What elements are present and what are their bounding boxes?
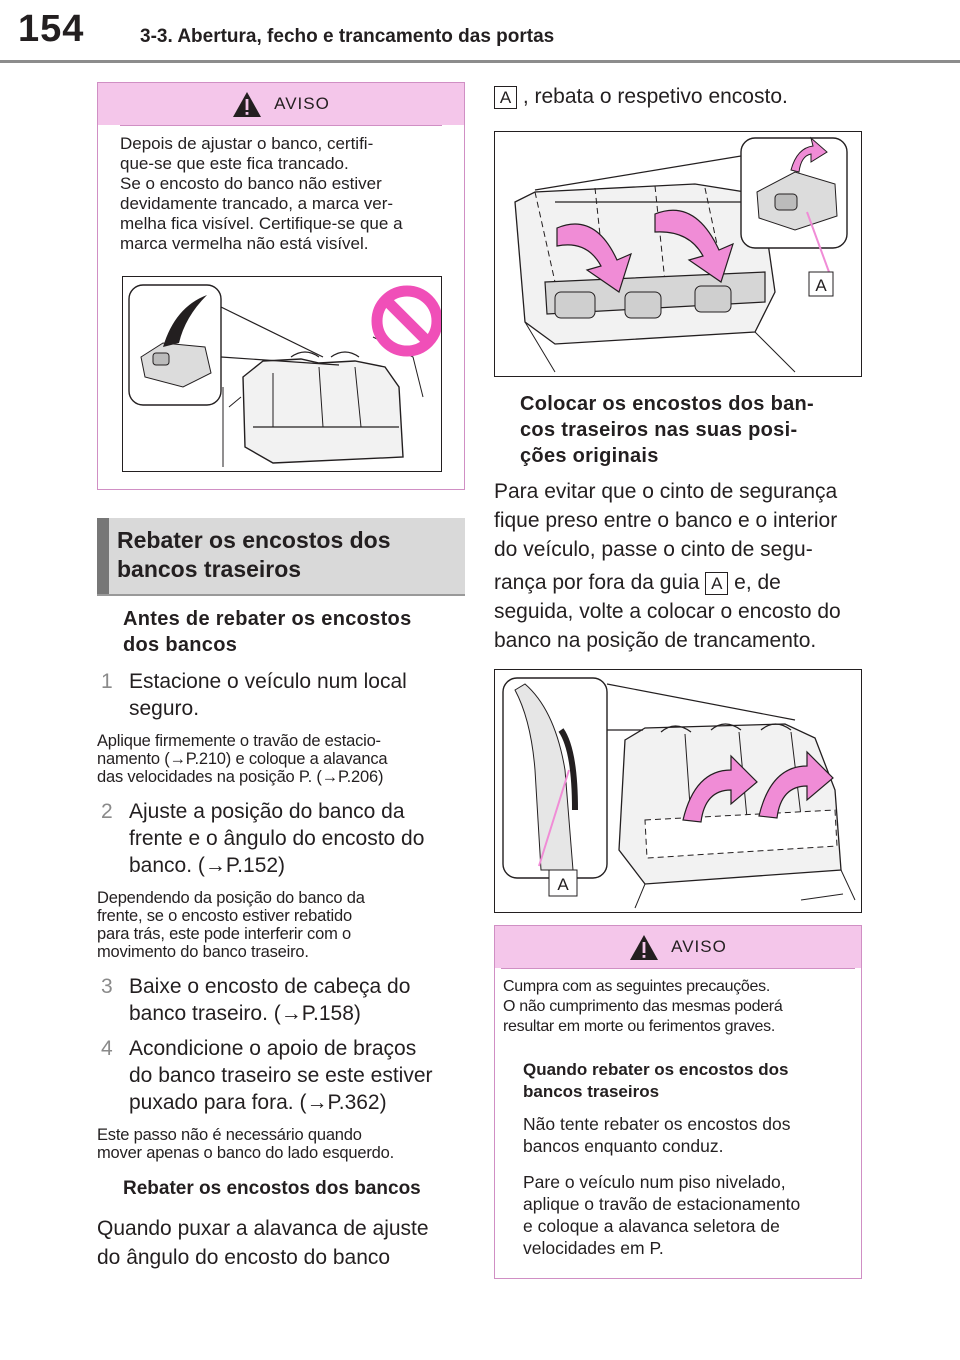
warning-line: que-se que este fica trancado. (120, 154, 349, 173)
warning-line: devidamente trancado, a marca ver- (120, 194, 394, 213)
right-column (494, 82, 862, 1279)
note-line: Este passo não é necessário quando (97, 1126, 362, 1144)
step-line: puxado para fora. (→P.362) (129, 1091, 387, 1114)
para-line: bancos enquanto conduz. (523, 1136, 724, 1156)
para-line: e coloque a alavanca seletora de (523, 1216, 780, 1236)
warning-label: AVISO (671, 937, 727, 956)
note-line: frente, se o encosto estiver rebatido (97, 907, 352, 925)
body-line (494, 568, 862, 597)
step-2-note (97, 889, 465, 961)
warning-triangle-icon (629, 934, 659, 961)
note-line: namento (→P.210) e coloque a alavanca (97, 750, 388, 768)
warning-header (495, 926, 861, 968)
warning-box-1 (97, 82, 465, 490)
warning-header (98, 83, 464, 125)
body-line: Para evitar que o cinto de segurança (494, 480, 838, 503)
warning-line: Se o encosto do banco não estiver (120, 174, 382, 193)
heading-line: Rebater os encostos dos (117, 527, 391, 553)
step-line: seguro. (129, 697, 200, 720)
step-1 (97, 668, 465, 722)
fold-seat-illustration (494, 131, 862, 377)
step-3 (97, 973, 465, 1027)
prohibited-icon (377, 291, 437, 351)
figure-label-a: A (557, 875, 569, 894)
warning-para-1 (495, 1103, 861, 1157)
note-line: Dependendo da posição do banco da (97, 889, 365, 907)
warning-triangle-icon (232, 91, 262, 118)
fold-heading: Rebater os encostos dos bancos (123, 1178, 421, 1199)
warning-text (98, 126, 464, 254)
intro-line (494, 82, 862, 111)
heading-line: bancos traseiros (117, 556, 302, 582)
subheading-line: cos traseiros nas suas posi- (520, 419, 798, 441)
body-line: banco na posição de trancamento. (494, 629, 817, 652)
warning-label: AVISO (274, 94, 330, 113)
note-line: mover apenas o banco do lado esquerdo. (97, 1144, 394, 1162)
header-rule (0, 60, 960, 63)
step-4-note (97, 1126, 465, 1162)
step-line: banco traseiro. (→P.158) (129, 1002, 361, 1025)
para-line: aplique o travão de estacionamento (523, 1194, 801, 1214)
subheading-line: Quando rebater os encostos dos (523, 1060, 789, 1079)
body-fragment: rança por fora da guia (494, 571, 700, 594)
body-line: do veículo, passe o cinto de segu- (494, 538, 813, 561)
body-line: fique preso entre o banco e o interior (494, 509, 838, 532)
para-line: velocidades em P. (523, 1238, 664, 1258)
step-1-note (97, 732, 465, 786)
seat-lock-illustration (122, 276, 442, 472)
left-column (97, 82, 465, 1272)
warning-line: marca vermelha não está visível. (120, 234, 369, 253)
subheading-line: Colocar os encostos dos ban- (520, 393, 815, 415)
note-line: movimento do banco traseiro. (97, 943, 309, 961)
step-number: 2 (101, 800, 113, 823)
note-line: Aplique firmemente o travão de estacio- (97, 732, 381, 750)
label-a-box: A (494, 86, 517, 109)
warning-line: resultar em morte ou ferimentos graves. (503, 1018, 775, 1035)
step-line: frente e o ângulo do encosto do (129, 827, 425, 850)
warning-line: melha fica visível. Certifique-se que a (120, 214, 403, 233)
before-folding-heading (97, 606, 465, 658)
warning-line: O não cumprimento das mesmas poderá (503, 998, 783, 1015)
warning-line: Cumpra com as seguintes precauções. (503, 978, 770, 995)
note-line: das velocidades na posição P. (→P.206) (97, 768, 384, 786)
section-title: 3-3. Abertura, fecho e trancamento das portas (140, 26, 555, 47)
page-number: 154 (18, 8, 85, 50)
body-line: Quando puxar a alavanca de ajuste (97, 1217, 429, 1240)
warning-para-2 (495, 1157, 861, 1259)
para-line: Não tente rebater os encostos dos (523, 1114, 791, 1134)
step-line: Estacione o veículo num local (129, 670, 407, 693)
step-2 (97, 798, 465, 879)
section-heading (97, 518, 465, 594)
heading-underline (97, 594, 465, 596)
figure-label-a: A (815, 276, 827, 295)
restore-heading (494, 391, 862, 469)
step-line: banco. (→P.152) (129, 854, 286, 877)
restore-text (494, 477, 862, 655)
step-number: 1 (101, 670, 113, 693)
step-line: Baixe o encosto de cabeça do (129, 975, 411, 998)
warning-text (495, 969, 861, 1037)
label-a-box: A (705, 572, 728, 595)
subheading-line: dos bancos (123, 634, 238, 656)
step-line: Ajuste a posição do banco da (129, 800, 405, 823)
step-number: 3 (101, 975, 113, 998)
note-line: para trás, este pode interferir com o (97, 925, 351, 943)
warning-subheading (495, 1037, 861, 1103)
step-4 (97, 1035, 465, 1116)
restore-seat-illustration (494, 669, 862, 913)
para-line: Pare o veículo num piso nivelado, (523, 1172, 786, 1192)
warning-line: Depois de ajustar o banco, certifi- (120, 134, 374, 153)
subheading-line: bancos traseiros (523, 1082, 660, 1101)
body-fragment: e, de (734, 571, 781, 594)
subheading-line: ções originais (520, 445, 659, 467)
step-line: Acondicione o apoio de braços (129, 1037, 417, 1060)
intro-text: , rebata o respetivo encosto. (522, 85, 788, 108)
step-line: do banco traseiro se este estiver (129, 1064, 433, 1087)
step-number: 4 (101, 1037, 113, 1060)
body-line: do ângulo do encosto do banco (97, 1246, 391, 1269)
fold-text (97, 1214, 465, 1272)
body-line: seguida, volte a colocar o encosto do (494, 600, 841, 623)
warning-box-2 (494, 925, 862, 1279)
subheading-line: Antes de rebater os encostos (123, 608, 412, 630)
